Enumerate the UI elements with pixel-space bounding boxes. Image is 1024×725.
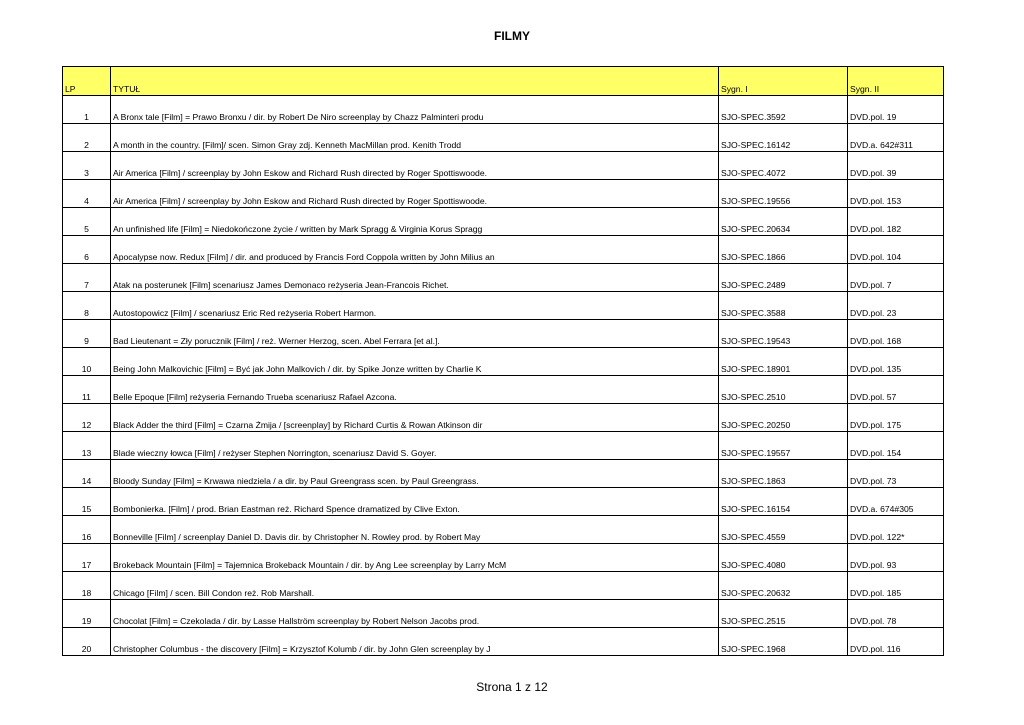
row-title: An unfinished life [Film] = Niedokończone życie / written by Mark Spragg & Virginia Korus Spragg	[111, 208, 719, 236]
row-title: Air America [Film] / screenplay by John Eskow and Richard Rush directed by Roger Spottiswoode.	[111, 180, 719, 208]
table-row	[63, 600, 944, 628]
row-sygn1: SJO-SPEC.1863	[719, 460, 848, 488]
column-header-sygn2: Sygn. II	[848, 67, 944, 96]
row-sygn1: SJO-SPEC.20250	[719, 404, 848, 432]
row-lp: 16	[63, 516, 111, 544]
table-row	[63, 208, 944, 236]
page-footer: Strona 1 z 12	[476, 680, 548, 694]
row-title: Bad Lieutenant = Zły porucznik [Film] / reż. Werner Herzog, scen. Abel Ferrara [et al.].	[111, 320, 719, 348]
row-lp: 13	[63, 432, 111, 460]
row-sygn2: DVD.pol. 153	[848, 180, 944, 208]
row-sygn2: DVD.pol. 78	[848, 600, 944, 628]
row-title: Autostopowicz [Film] / scenariusz Eric Red reżyseria Robert Harmon.	[111, 292, 719, 320]
row-sygn2: DVD.pol. 154	[848, 432, 944, 460]
row-sygn1: SJO-SPEC.2510	[719, 376, 848, 404]
row-sygn2: DVD.pol. 135	[848, 348, 944, 376]
table-row	[63, 152, 944, 180]
row-title: Atak na posterunek [Film] scenariusz James Demonaco reżyseria Jean-Francois Richet.	[111, 264, 719, 292]
row-title: Bombonierka. [Film] / prod. Brian Eastman reż. Richard Spence dramatized by Clive Exton.	[111, 488, 719, 516]
row-lp: 18	[63, 572, 111, 600]
table-row	[63, 348, 944, 376]
row-sygn2: DVD.pol. 168	[848, 320, 944, 348]
table-row	[63, 488, 944, 516]
row-title: Chicago [Film] / scen. Bill Condon reż. Rob Marshall.	[111, 572, 719, 600]
header-row	[63, 67, 944, 96]
row-sygn2: DVD.a. 642#311	[848, 124, 944, 152]
row-sygn1: SJO-SPEC.16142	[719, 124, 848, 152]
row-lp: 20	[63, 628, 111, 656]
row-lp: 6	[63, 236, 111, 264]
row-lp: 3	[63, 152, 111, 180]
row-sygn2: DVD.pol. 122*	[848, 516, 944, 544]
table-row	[63, 432, 944, 460]
row-title: Bonneville [Film] / screenplay Daniel D. Davis dir. by Christopher N. Rowley prod. by Robert May	[111, 516, 719, 544]
table-row	[63, 376, 944, 404]
table-row	[63, 404, 944, 432]
row-title: A month in the country. [Film]/ scen. Simon Gray zdj. Kenneth MacMillan prod. Kenith Trodd	[111, 124, 719, 152]
row-sygn1: SJO-SPEC.2515	[719, 600, 848, 628]
row-sygn2: DVD.pol. 73	[848, 460, 944, 488]
row-sygn1: SJO-SPEC.3592	[719, 96, 848, 124]
row-lp: 4	[63, 180, 111, 208]
row-sygn1: SJO-SPEC.19543	[719, 320, 848, 348]
row-sygn2: DVD.pol. 93	[848, 544, 944, 572]
column-header-title: TYTUŁ	[111, 67, 719, 96]
row-title: Brokeback Mountain [Film] = Tajemnica Brokeback Mountain / dir. by Ang Lee screenplay by Larry McM	[111, 544, 719, 572]
row-lp: 15	[63, 488, 111, 516]
row-lp: 1	[63, 96, 111, 124]
table-row	[63, 628, 944, 656]
row-sygn2: DVD.pol. 7	[848, 264, 944, 292]
page-title: FILMY	[494, 29, 530, 43]
table-row	[63, 124, 944, 152]
row-lp: 5	[63, 208, 111, 236]
row-sygn1: SJO-SPEC.16154	[719, 488, 848, 516]
table-row	[63, 320, 944, 348]
row-sygn2: DVD.pol. 57	[848, 376, 944, 404]
row-title: Being John Malkovichic [Film] = Być jak John Malkovich / dir. by Spike Jonze written by Charlie K	[111, 348, 719, 376]
column-header-lp: LP	[63, 67, 111, 96]
row-sygn1: SJO-SPEC.3588	[719, 292, 848, 320]
row-lp: 12	[63, 404, 111, 432]
table-row	[63, 236, 944, 264]
row-lp: 8	[63, 292, 111, 320]
row-sygn1: SJO-SPEC.4072	[719, 152, 848, 180]
row-lp: 14	[63, 460, 111, 488]
table-row	[63, 460, 944, 488]
row-sygn1: SJO-SPEC.19557	[719, 432, 848, 460]
row-lp: 2	[63, 124, 111, 152]
row-sygn2: DVD.pol. 182	[848, 208, 944, 236]
row-title: A Bronx tale [Film] = Prawo Bronxu / dir. by Robert De Niro screenplay by Chazz Palminteri produ	[111, 96, 719, 124]
row-title: Chocolat [Film] = Czekolada / dir. by Lasse Hallström screenplay by Robert Nelson Jacobs prod.	[111, 600, 719, 628]
table-row	[63, 180, 944, 208]
row-sygn1: SJO-SPEC.20634	[719, 208, 848, 236]
row-sygn1: SJO-SPEC.1968	[719, 628, 848, 656]
row-sygn1: SJO-SPEC.19556	[719, 180, 848, 208]
table-row	[63, 516, 944, 544]
row-lp: 10	[63, 348, 111, 376]
row-sygn1: SJO-SPEC.4080	[719, 544, 848, 572]
table-row	[63, 96, 944, 124]
row-title: Christopher Columbus - the discovery [Film] = Krzysztof Kolumb / dir. by John Glen screenplay by J	[111, 628, 719, 656]
row-lp: 19	[63, 600, 111, 628]
row-title: Blade wieczny łowca [Film] / reżyser Stephen Norrington, scenariusz David S. Goyer.	[111, 432, 719, 460]
row-sygn2: DVD.pol. 116	[848, 628, 944, 656]
row-title: Belle Epoque [Film] reżyseria Fernando Trueba scenariusz Rafael Azcona.	[111, 376, 719, 404]
row-title: Bloody Sunday [Film] = Krwawa niedziela / a dir. by Paul Greengrass scen. by Paul Greengrass.	[111, 460, 719, 488]
table-row	[63, 264, 944, 292]
row-title: Black Adder the third [Film] = Czarna Żmija / [screenplay] by Richard Curtis & Rowan Atkinson dir	[111, 404, 719, 432]
row-sygn2: DVD.pol. 23	[848, 292, 944, 320]
row-title: Apocalypse now. Redux [Film] / dir. and produced by Francis Ford Coppola written by John Milius an	[111, 236, 719, 264]
row-lp: 7	[63, 264, 111, 292]
row-sygn2: DVD.pol. 104	[848, 236, 944, 264]
row-title: Air America [Film] / screenplay by John Eskow and Richard Rush directed by Roger Spottiswoode.	[111, 152, 719, 180]
row-lp: 9	[63, 320, 111, 348]
row-sygn1: SJO-SPEC.18901	[719, 348, 848, 376]
row-sygn2: DVD.a. 674#305	[848, 488, 944, 516]
row-sygn1: SJO-SPEC.1866	[719, 236, 848, 264]
films-table	[62, 66, 944, 656]
row-sygn2: DVD.pol. 19	[848, 96, 944, 124]
table-row	[63, 572, 944, 600]
table-row	[63, 544, 944, 572]
table-row	[63, 292, 944, 320]
row-sygn2: DVD.pol. 175	[848, 404, 944, 432]
row-sygn2: DVD.pol. 185	[848, 572, 944, 600]
column-header-sygn1: Sygn. I	[719, 67, 848, 96]
row-lp: 17	[63, 544, 111, 572]
row-sygn1: SJO-SPEC.2489	[719, 264, 848, 292]
row-sygn2: DVD.pol. 39	[848, 152, 944, 180]
row-sygn1: SJO-SPEC.4559	[719, 516, 848, 544]
row-lp: 11	[63, 376, 111, 404]
row-sygn1: SJO-SPEC.20632	[719, 572, 848, 600]
